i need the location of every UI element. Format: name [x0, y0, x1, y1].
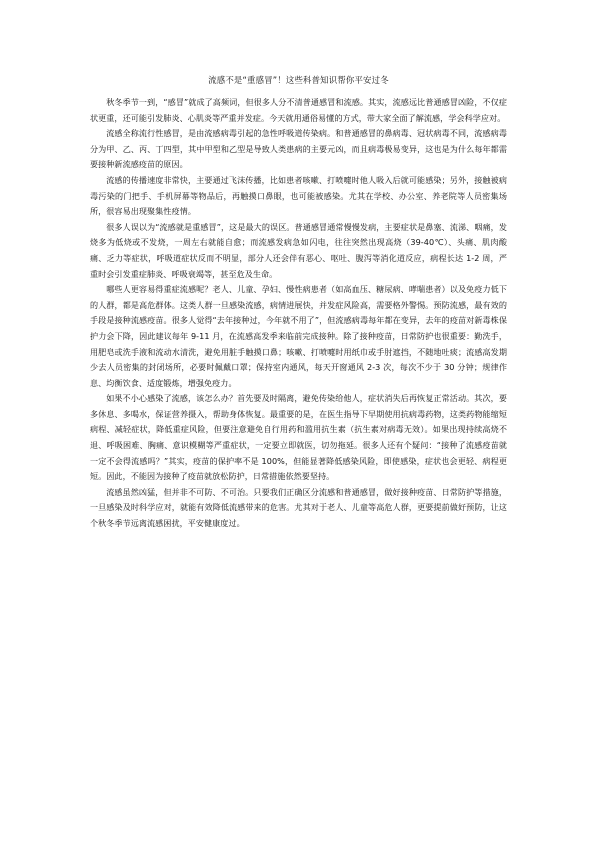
- document-page: [90, 74, 507, 532]
- paragraph-transmission: 流感的传播速度非常快，主要通过飞沫传播，比如患者咳嗽、打喷嚏时他人吸入后就可能感染；另外，接触被病毒污染的门把手、手机屏幕等物品后，再触摸口鼻眼，也可能被感染。尤其在学校、办公室、养老院等人员密集场所，很容易出现聚集性疫情。: [90, 174, 507, 217]
- document-title: 流感不是“重感冒”！这些科普知识帮你平安过冬: [208, 75, 389, 85]
- paragraph-treatment: 如果不小心感染了流感，该怎么办？首先要及时隔离，避免传染给他人，症状消失后再恢复正常活动。其次，要多休息、多喝水，保证营养摄入，帮助身体恢复。最重要的是，在医生指导下早期使用抗病毒药物，这类药物能缩短病程、减轻症状，降低重症风险，但要注意避免自行用药和滥用抗生素（抗生素对病毒无效）。如果出现持续高烧不退、呼吸困难、胸痛、意识模糊等严重症状，一定要立即就医，切勿拖延。很多人还有个疑问：“接种了流感疫苗就一定不会得流感吗？”其实，疫苗的保护率不是 100%，但能显著降低感染风险，即使感染，症状也会更轻、病程更短。因此，不能因为接种了疫苗就放松防护，日常措施依然要坚持。: [90, 393, 507, 482]
- paragraph-prevention: 哪些人更容易得重症流感呢？老人、儿童、孕妇、慢性病患者（如高血压、糖尿病、哮喘患者）以及免疫力低下的人群，都是高危群体。这类人群一旦感染流感，病情进展快，并发症风险高，需要格外警惕。预防流感，最有效的手段是接种流感疫苗。很多人觉得“去年接种过，今年就不用了”，但流感病毒每年都在变异，去年的疫苗对新毒株保护力会下降，因此建议每年 9-11 月，在流感高发季来临前完成接种。除了接种疫苗，日常防护也很重要：勤洗手，用肥皂或洗手液和流动水清洗，避免用脏手触摸口鼻；咳嗽、打喷嚏时用纸巾或手肘遮挡，不随地吐痰；流感高发期少去人员密集的封闭场所，必要时佩戴口罩；保持室内通风，每天开窗通风 2-3 次，每次不少于 30 分钟；规律作息、均衡饮食、适度锻炼，增强免疫力。: [90, 284, 507, 388]
- paragraph-intro: 秋冬季节一到，“感冒”就成了高频词，但很多人分不清普通感冒和流感。其实，流感远比普通感冒凶险，不仅症状更重，还可能引发肺炎、心肌炎等严重并发症。今天就用通俗易懂的方式，带大家全面了解流感，学会科学应对。: [90, 97, 507, 123]
- paragraph-definition: 流感全称流行性感冒，是由流感病毒引起的急性呼吸道传染病。和普通感冒的鼻病毒、冠状病毒不同，流感病毒分为甲、乙、丙、丁四型，其中甲型和乙型是导致人类患病的主要元凶，而且病毒极易变异，这也是为什么每年都需要接种新流感疫苗的原因。: [90, 128, 507, 170]
- paragraph-misconception: 很多人误以为“流感就是重感冒”，这是最大的误区。普通感冒通常慢慢发病，主要症状是鼻塞、流涕、咽痛，发烧多为低烧或不发烧，一周左右就能自愈；而流感发病急如闪电，往往突然出现高烧（39-40℃）、头痛、肌肉酸痛、乏力等症状，呼吸道症状反而不明显，部分人还会伴有恶心、呕吐、腹泻等消化道反应，病程长达 1-2 周，严重时会引发重症肺炎、呼吸衰竭等，甚至危及生命。: [90, 221, 507, 279]
- paragraph-conclusion: 流感虽然凶猛，但并非不可防、不可治。只要我们正确区分流感和普通感冒，做好接种疫苗、日常防护等措施，一旦感染及时科学应对，就能有效降低流感带来的危害。尤其对于老人、儿童等高危人群，更要提前做好预防，让这个秋冬季节远离流感困扰，平安健康度过。: [90, 486, 507, 529]
